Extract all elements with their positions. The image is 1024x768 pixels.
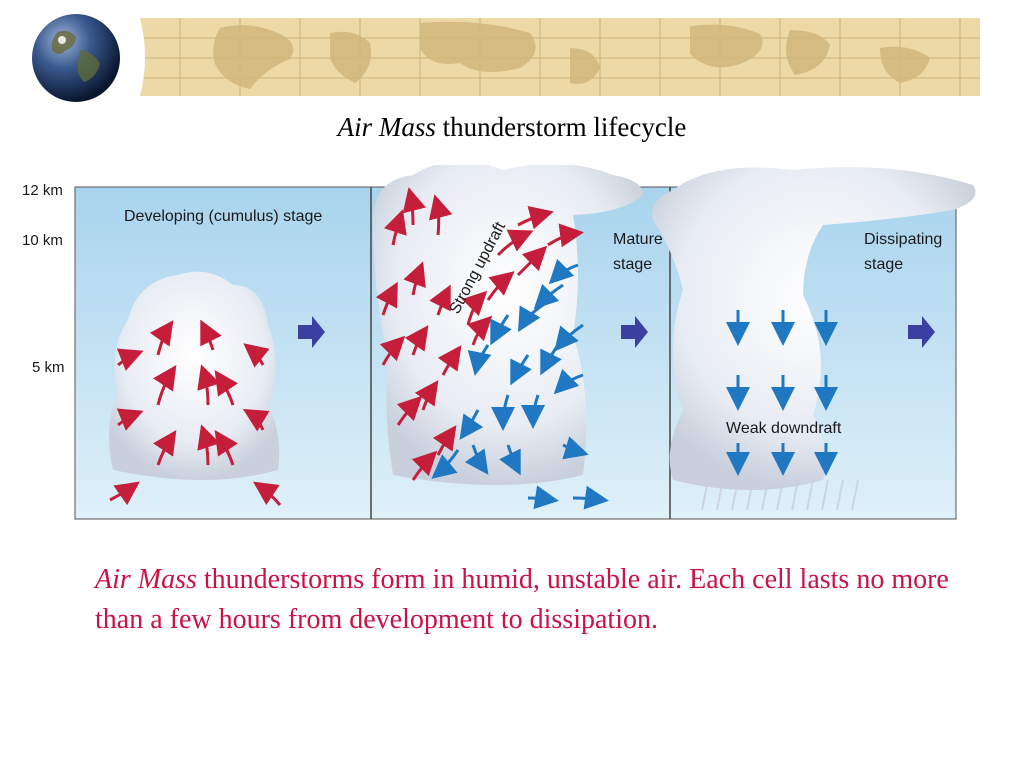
strong-updraft-label: Strong updraft [446,219,510,317]
map-banner [0,18,980,96]
lifecycle-diagram [18,165,978,525]
axis-label-12km: 12 km [22,182,63,199]
altitude-axis [22,182,83,493]
caption-rest: thunderstorms form in humid, unstable air. Each cell lasts no more than a few hours from development to dissipation. [95,564,949,635]
cumulus-cloud [109,272,279,480]
weak-downdraft-label: Weak downdraft [726,420,842,437]
axis-label-5km: 5 km [32,359,65,376]
dissipating-stage-label-2: stage [864,256,904,273]
mature-stage-label-1: Mature [613,231,663,248]
mature-stage-label-2: stage [613,256,653,273]
dissipating-stage-label-1: Dissipating [864,231,943,248]
slide-title [0,112,1024,143]
globe-icon [28,10,124,106]
developing-stage-label: Developing (cumulus) stage [124,208,323,225]
caption [95,560,975,640]
title-italic: Air Mass [337,112,436,142]
axis-label-10km: 10 km [22,232,63,249]
title-rest: thunderstorm lifecycle [442,112,687,142]
caption-italic: Air Mass [95,564,197,595]
